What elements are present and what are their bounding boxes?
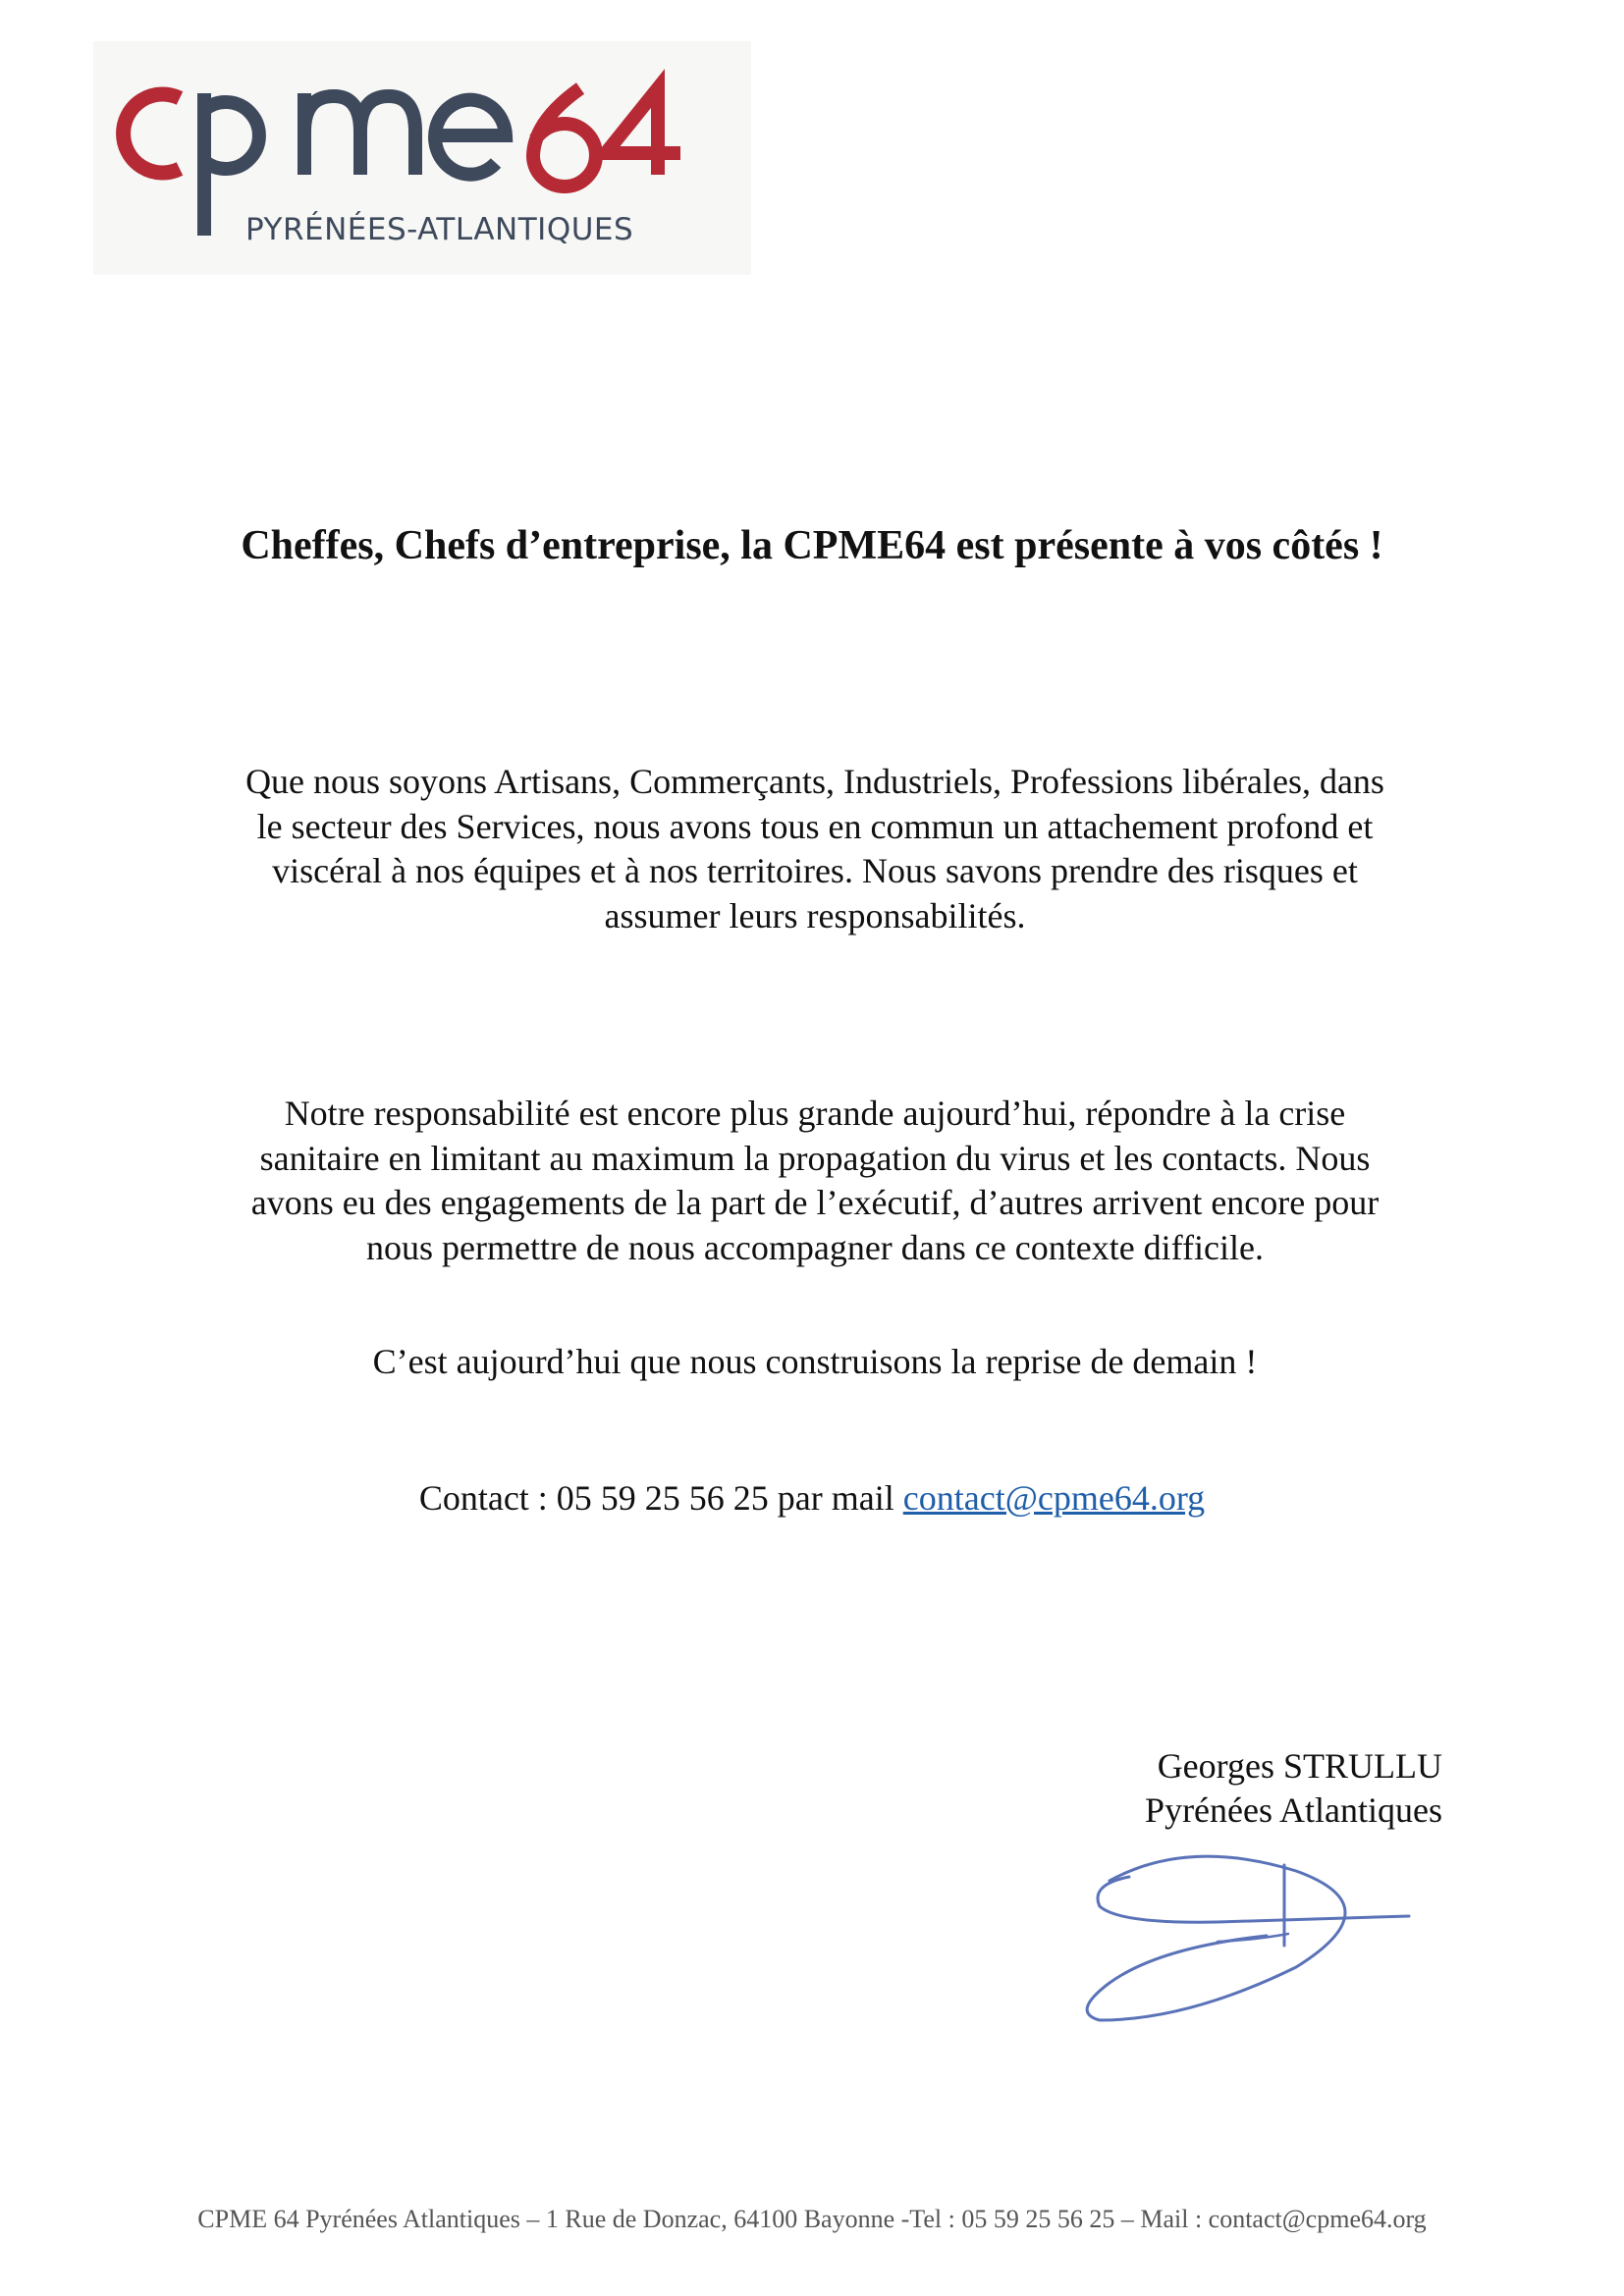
contact-email-link[interactable]: contact@cpme64.org (902, 1478, 1206, 1518)
paragraph-line: le secteur des Services, nous avons tous en commun un attachement profond et (256, 806, 1374, 846)
paragraph-line: nous permettre de nous accompagner dans ce contexte difficile. (366, 1227, 1264, 1267)
contact-line (0, 1474, 1624, 1522)
logo-tagline: PYRÉNÉES-ATLANTIQUES (245, 212, 634, 247)
paragraph-line: Notre responsabilité est encore plus grande aujourd’hui, répondre à la crise (284, 1094, 1346, 1133)
paragraph-2 (177, 1092, 1453, 1270)
paragraph-line: assumer leurs responsabilités. (604, 895, 1026, 935)
page-footer: CPME 64 Pyrénées Atlantiques – 1 Rue de Donzac, 64100 Bayonne -Tel : 05 59 25 56 25 – Mail : contact@cpme64.org (197, 2205, 1427, 2233)
signatory-name: Georges STRULLU (1157, 1746, 1442, 1786)
paragraph-line: viscéral à nos équipes et à nos territoires. Nous savons prendre des risques et (272, 851, 1358, 890)
contact-text: Contact : 05 59 25 56 25 par mail (418, 1478, 903, 1518)
paragraph-1 (177, 760, 1453, 938)
page-title: Cheffes, Chefs d’entreprise, la CPME64 est présente à vos côtés ! (241, 523, 1383, 568)
paragraph-line: sanitaire en limitant au maximum la propagation du virus et les contacts. Nous (259, 1138, 1371, 1178)
signatory-region: Pyrénées Atlantiques (1145, 1790, 1442, 1830)
cpme64-logo (93, 41, 751, 275)
paragraph-line: C’est aujourd’hui que nous construisons la reprise de demain ! (372, 1342, 1258, 1381)
paragraph-line: avons eu des engagements de la part de l’exécutif, d’autres arrivent encore pour (250, 1183, 1380, 1222)
paragraph-line: Que nous soyons Artisans, Commerçants, Industriels, Professions libérales, dans (245, 762, 1384, 801)
paragraph-3 (177, 1340, 1453, 1385)
handwritten-signature (1070, 1845, 1424, 2032)
